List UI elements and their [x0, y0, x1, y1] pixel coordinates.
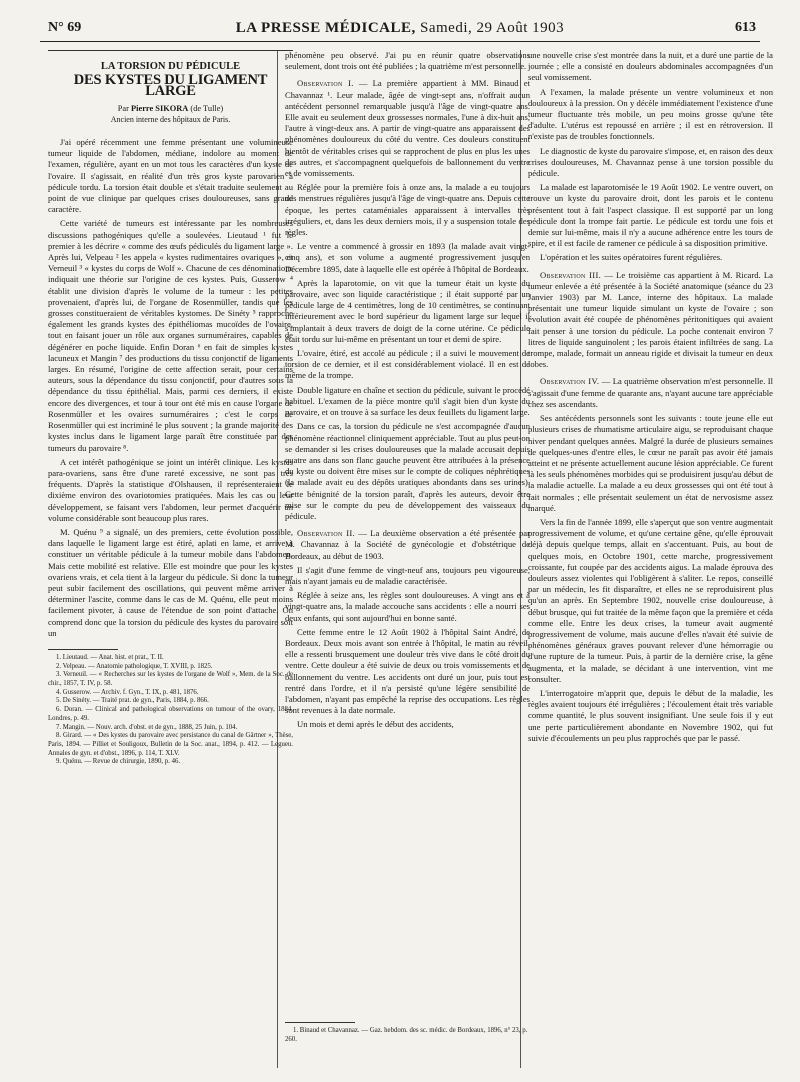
- footnote: 8. Girard. — « Des kystes du parovaire avec persistance du canal de Gärtner », Thèse, Paris, 1894. — Pilliet et Souligoux, Bulletin de la Soc. anat., 1894, p. 412. — Legueu. Annales de gyn. et d'obst., 1896, p. 114, T. XLV.: [48, 732, 293, 757]
- paragraph: Ses antécédents personnels sont les suivants : toute jeune elle eut plusieurs crises de rhumatisme articulaire aigu, se reproduisant chaque hiver pendant quelques années. Malgré la durée de plusieurs semaines de quelques-unes d'entre elles, le cœur ne paraît pas avoir été jamais atteint et ne présente actuellement aucune lésion appréciable. Ce furent là les seuls phénomènes morbides qui se produisirent jusqu'au début de la maladie actuelle. La malade a eu deux grossesses qui ont été tout à fait normales ; elle présentait seulement un état de nervosisme assez marqué.: [528, 413, 773, 513]
- paragraph: Le diagnostic de kyste du parovaire s'impose, et, en raison des deux crises douloureuses, M. Chavannaz pense à une torsion possible du pédicule.: [528, 145, 773, 179]
- observation-heading: Observation I.: [297, 78, 354, 89]
- author-name: Pierre SIKORA: [131, 103, 189, 113]
- observation-text: — La première appartient à MM. Binaud et Chavannaz ¹. Leur malade, âgée de vingt-sept ans, n'offrait aucun antécédent personnel remarquable jusqu'à l'âge de vingt-quatre ans. Elle avait eu seulement deux grossesses normales, l'une à dix-huit ans, l'autre à vingt-deux ans. A partir de vingt-quatre ans apparaissent des phénomènes douloureux du côté du ventre. Ces douleurs constituent bientôt de véritables crises qui se rapprochent de plus en plus les unes des autres, et s'accompagnent quelquefois de ballonnement du ventre et de vomissements.: [285, 78, 530, 179]
- observation-1: [285, 78, 530, 179]
- observation-4: [528, 376, 773, 410]
- column-3: [528, 50, 773, 747]
- footnotes: [48, 654, 293, 767]
- footnote: 6. Doran. — Clinical and pathological observations on tumour of the ovary, 1884, Londres, p. 49.: [48, 706, 293, 722]
- paragraph: Après la laparotomie, on vit que la tumeur était un kyste du parovaire, avec son liquide caractéristique ; il était supporté par un pédicule large de 4 centimètres, long de 10 centimètres, se continuant inférieurement avec le bord supérieur du ligament large sur lequel il s'implantait à deux travers de doigt de la corne utérine. Ce pédicule était tordu sur lui-même en présentant un tour et demi de spire.: [285, 277, 530, 344]
- paragraph: Réglée pour la première fois à onze ans, la malade a eu toujours des menstrues régulières jusqu'à l'âge de vingt-quatre ans. Depuis cette époque, les pertes cataméniales apparaissent à intervalles très irréguliers, et, dans les deux derniers mois, il y a suspension totale des règles.: [285, 182, 530, 238]
- paragraph: phénomène peu observé. J'ai pu en réunir quatre observations seulement, dont trois ont été publiées ; la quatrième m'est personnelle.: [285, 50, 530, 72]
- author-prefix: Par: [117, 103, 129, 113]
- paragraph: Double ligature en chaîne et section du pédicule, suivant le procédé habituel. L'examen de la pièce montre qu'il s'agit bien d'un kyste du parovaire, et on trouve à sa surface les deux feuillets du ligament large.: [285, 384, 530, 418]
- observation-text: — La deuxième observation a été présentée par M. Chavannaz à la Société de gynécologie et d'obstétrique de Bordeaux, au début de 1903.: [285, 528, 530, 561]
- paragraph: Il s'agit d'une femme de vingt-neuf ans, toujours peu vigoureuse, mais n'ayant jamais eu de maladie caractérisée.: [285, 564, 530, 586]
- observation-text: — La quatrième observation m'est personnelle. Il s'agissait d'une femme de quarante ans, n'ayant aucune tare appréciable chez ses ascendants.: [528, 376, 773, 409]
- observation-heading: Observation II.: [297, 528, 355, 539]
- author-role: Ancien interne des hôpitaux de Paris.: [110, 114, 231, 124]
- paragraph: Cette femme entre le 12 Août 1902 à l'hôpital Saint André, de Bordeaux. Deux mois avant son entrée à l'hôpital, le matin au réveil, elle a ressenti brusquement une douleur très vive dans le côté droit du ventre. Cette douleur a été suivie de deux ou trois vomissements et de ballonnement du ventre. Les accidents ont duré un jour, puis tout est rentré dans l'ordre, et il n'a persisté qu'une légère sensibilité de l'abdomen, n'ayant pas empêché la reprise des occupations. Les règles sont revenues à la date normale.: [285, 626, 530, 716]
- column-1: [48, 50, 293, 767]
- paragraph: Le ventre a commencé à grossir en 1893 (la malade avait vingt-cinq ans), et son volume a augmenté progressivement jusqu'en Décembre 1895, date à laquelle elle est opérée à l'hôpital de Bordeaux.: [285, 241, 530, 274]
- observation-2: [285, 528, 530, 562]
- column-2-footnotes: [285, 1022, 530, 1044]
- paragraph: une nouvelle crise s'est montrée dans la nuit, et a duré une partie de la journée ; elle a consisté en douleurs abdominales accompagnées d'un seul vomissement.: [528, 50, 773, 83]
- footnote-rule: [48, 649, 118, 650]
- footnote: 3. Verneuil. — « Recherches sur les kystes de l'organe de Wolf », Mem. de la Soc. de chir., 1857, T. IV, p. 58.: [48, 671, 293, 688]
- article-kicker: LA TORSION DU PÉDICULE: [100, 61, 241, 72]
- article-title: DES KYSTES DU LIGAMENT LARGE: [73, 72, 268, 100]
- footnote: 4. Gusserow. — Archiv. f. Gyn., T. IX, p. 481, 1876.: [56, 688, 199, 696]
- header-rule: [40, 41, 760, 42]
- article-heading: [48, 50, 293, 125]
- paragraph: J'ai opéré récemment une femme présentant une volumineuse tumeur liquide de l'abdomen, médiane, indolore au moment de l'examen, régulière, ayant en un mot tous les caractères d'un kyste de l'ovaire. Il s'agissait, en réalité d'un très gros kyste parovarien à pédicule tordu. La torsion était double et s'était traduite seulement au point de vue clinique par quelques crises douloureuses, sans grand caractère.: [48, 137, 293, 215]
- observation-text: — Le troisième cas appartient à M. Ricard. La tumeur enlevée a été présentée à la Société anatomique (séance du 23 Janvier 1903) par M. Lance, interne des hôpitaux. La malade présentait une tumeur liquide simulant un kyste de l'ovaire ; son évolution avait été coupée de phénomènes péritonitiques qui avaient fait penser à une torsion du pédicule. La poche contenait environ 7 litres de liquide sanguinolent ; les parois étaient infiltrées de sang. La trompe, malade, formait un anneau rigide et divisait la tumeur en deux lobes.: [528, 269, 773, 370]
- paragraph: A l'examen, la malade présente un ventre volumineux et non douloureux à la pression. On y décèle immédiatement l'existence d'une tumeur fluctuante très mobile, un peu moins grosse qu'une tête d'adulte. L'utérus est repoussé en arrière ; il est en rétroversion. Il n'existe pas de troubles fonctionnels.: [528, 86, 773, 142]
- footnote: 5. De Sinéty. — Traité prat. de gyn., Paris, 1884, p. 866.: [56, 697, 209, 705]
- paragraph: Vers la fin de l'année 1899, elle s'aperçut que son ventre augmentait progressivement de volume, et qu'une certaine gêne, qu'elle éprouvait déjà depuis quelque temps, allait en s'accentuant. Puis, au bout de quelques mois, en Octobre 1901, cette marche, progressivement croissante, fut coupée par des accidents aigus. La malade éprouva des douleurs assez violentes qui l'obligèrent à s'aliter. Le repos, conseillé par un médecin, les fit disparaître, et elles ne se reproduisirent plus qu'un an après. En Septembre 1902, nouvelle crise douloureuse, à début brusque, qui fut traitée de la même façon que la première et céda comme elle. Entre les deux crises, la tumeur avait augmenté progressivement de volume, mais aucune d'elles n'avait été suivie de phénomènes généraux graves pouvant relever d'une hémorragie ou d'une rupture de la tumeur. Puis, à partir de la dernière crise, la gêne augmenta, et la malade, se décidant à une intervention, vint me consulter.: [528, 516, 773, 684]
- paragraph: L'opération et les suites opératoires furent régulières.: [540, 252, 723, 263]
- paragraph: Un mois et demi après le début des accidents,: [297, 719, 454, 730]
- paragraph: Dans ce cas, la torsion du pédicule ne s'est accompagnée d'aucun phénomène réactionnel cliniquement appréciable. Tout au plus peut-on se demander si les crises douloureuses que la malade accusait depuis quatre ans dans son flanc gauche peuvent être attribuées à la présence du kyste ou doivent être mises sur le compte de coliques néphrétiques (la malade avait eu des dépôts uratiques abondants dans ses urines). Cette bénignité de la torsion paraît, d'après les auteurs, devoir être mise sur le compte du peu de développement des vaisseaux du pédicule.: [285, 421, 530, 521]
- journal-title: [40, 20, 760, 37]
- paragraph: Cette variété de tumeurs est intéressante par les nombreuses discussions pathogéniques qu'elle a soulevées. Lieutaud ¹ fut le premier à les décrire « comme des œufs pédiculés du ligament large ». Après lui, Velpeau ² les appela « kystes rudimentaires ovariques », et Verneuil ³ « kystes du corps de Wolf ». Chacune de ces dénominations indiquait une théorie sur l'origine de ces kystes. Puis, Gusserow ⁴ établit une division d'après le volume de la tumeur : les petites provenaient, d'après lui, de l'organe de Rosenmüller, tandis que les grosses constitueraient de véritables kystomes. De Sinéty ⁵ rapproche également les grands kystes des épithéliomas mucoïdes de l'ovaire, tout en faisant jouer un rôle aux organes surnuméraires, capables de dégénérer en poche liquide. Enfin Doran ⁶ en fait de simples kystes lacuneux et Mangin ⁷ des productions du tissu conjonctif de ligaments larges. En résumé, l'origine de cette affection serait, pour certains auteurs, sous la dépendance du tissu conjonctif, pour d'autres sous la dépendance du tissu épithélial. Mais, parmi ces derniers, il existe encore des divergences, et tour à tour ont été mis en cause l'organe de Rosenmüller et les ovaires surnuméraires ; c'est le corps de Rosenmüller qui est incriminé le plus souvent ; la grande majorité des kystes inclus dans le ligament large paraît être constituée par des tumeurs du parovaire ⁸.: [48, 218, 293, 453]
- footnote: 1. Lieutaud. — Anat. hist. et prat., T. II.: [56, 653, 164, 661]
- article-author: [48, 103, 293, 114]
- footnote: 1. Binaud et Chavannaz. — Gaz. hebdom. des sc. médic. de Bordeaux, 1896, n° 23, p. 260.: [285, 1027, 528, 1043]
- footnote: 7. Mangin. — Nouv. arch. d'obst. et de gyn., 1888, 25 Juin, p. 104.: [56, 723, 238, 731]
- paragraph: L'interrogatoire m'apprit que, depuis le début de la maladie, les règles avaient toujours été irrégulières ; l'écoulement était très variable comme quantité, le plus souvent insignifiant. Une seule fois il y eut une perte particulièrement abondante en Novembre 1902, qui fut suivie d'écoulements un peu plus rapprochés que par le passé.: [528, 687, 773, 743]
- column-2: [285, 50, 530, 734]
- issue-date: Samedi, 29 Août 1903: [420, 20, 565, 36]
- journal-name: LA PRESSE MÉDICALE,: [235, 20, 416, 36]
- footnote: 2. Velpeau. — Anatomie pathologique, T. XVIII, p. 1825.: [56, 662, 213, 670]
- footnote: 9. Quénu. — Revue de chirurgie, 1890, p. 46.: [56, 758, 181, 766]
- observation-3: [528, 270, 773, 371]
- paragraph: La malade est laparotomisée le 19 Août 1902. Le ventre ouvert, on trouve un kyste du parovaire droit, dont les parois et le contenu présentent tout à fait l'aspect classique. Il est supporté par un long pédicule dont la trompe fait partie. Le pédicule est tordu une fois et demie sur lui-même, mais il n'y a aucune adhérence entre les tours de spire, et il est facile de ramener ce pédicule à sa disposition primitive.: [528, 182, 773, 249]
- observation-heading: Observation IV.: [540, 376, 600, 387]
- issue-number: N° 69: [48, 20, 82, 35]
- author-suffix: (de Tulle): [190, 103, 224, 113]
- paragraph: L'ovaire, étiré, est accolé au pédicule ; il a suivi le mouvement de torsion de ce dernier, et il est considérablement violacé. Il en est de même de la trompe.: [285, 348, 530, 381]
- paragraph: A cet intérêt pathogénique se joint un intérêt clinique. Les kystes para-ovariens, sans être d'une rareté excessive, ne sont pas très fréquents. D'après la statistique d'Olshausen, il représenteraient le dixième environ des ovariotomies pratiquées. Mais les cas ou leur développement, se faisant vers l'abdomen, leur permet d'acquérir un volume considérable sont beaucoup plus rares.: [48, 456, 293, 523]
- observation-heading: Observation III.: [540, 269, 602, 280]
- footnote-rule: [285, 1022, 355, 1023]
- page-number: 613: [735, 20, 756, 35]
- running-header: [40, 20, 760, 40]
- paragraph: M. Quénu ⁹ a signalé, un des premiers, cette évolution possible, dans laquelle le ligament large est étiré, aplati en lame, et arrive à constituer un véritable pédicule à la tumeur mobile dans l'abdomen. Mais cette mobilité est relative. Elle est moindre que pour les kystes ovariens vrais, et cela tient à la largeur du pédicule. Si donc la tumeur peut subir facilement des oscillations, qui peuvent même arriver à déterminer l'ascite, comme dans le cas de M. Quénu, elle peut moins facilement pivoter, à cause de l'étendue de son point d'attache. On comprend donc que la torsion du pédicule des kystes du parovaire soit un: [48, 526, 293, 638]
- paragraph: Réglée à seize ans, les règles sont douloureuses. A vingt ans et à vingt-quatre ans, la malade accouche sans accidents : elle a nourri ses deux enfants, qui sont aujourd'hui en bonne santé.: [285, 590, 530, 623]
